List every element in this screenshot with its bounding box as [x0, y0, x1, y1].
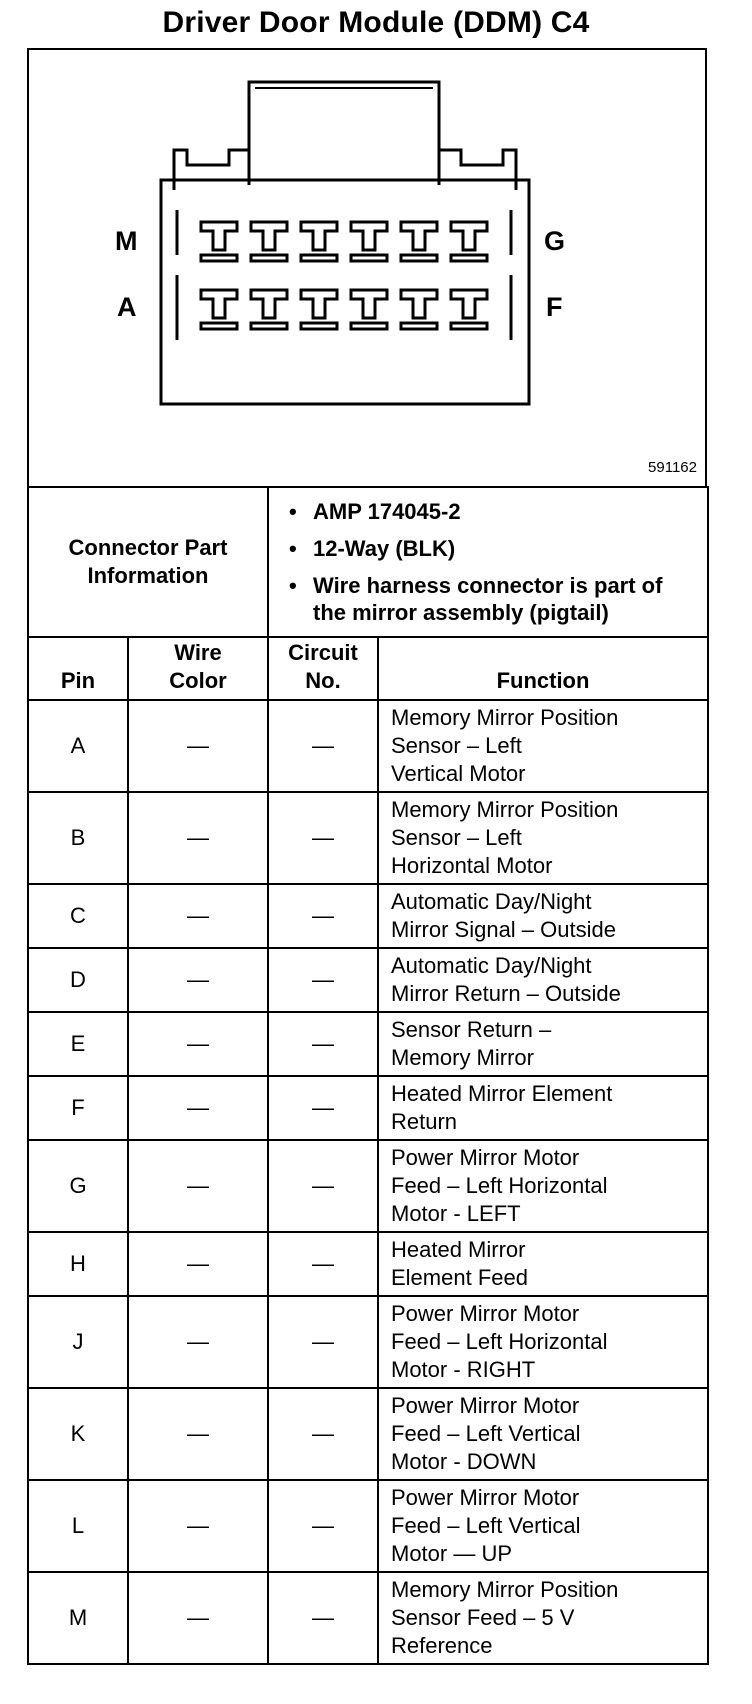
circuit-no-cell-text: — — [312, 825, 334, 850]
wire-color-cell-text: — — [187, 1251, 209, 1276]
circuit-no-cell — [268, 1140, 378, 1232]
terminal-cavity — [251, 290, 287, 329]
terminal-cavity — [201, 290, 237, 329]
connector-info-label: Connector Part Information — [28, 487, 268, 637]
pin-cell-text: M — [68, 1605, 88, 1630]
terminal-cavity — [451, 290, 487, 329]
pin-cell-text: G — [69, 1173, 87, 1198]
circuit-no-cell-text: — — [312, 733, 334, 758]
function-cell-text: Power Mirror Motor Feed – Left Vertical Motor - DOWN — [391, 1393, 581, 1474]
cavity-label-g: G — [544, 226, 566, 256]
table-row — [28, 1076, 708, 1140]
pin-cell-text: L — [71, 1513, 85, 1538]
function-cell — [378, 1232, 708, 1296]
function-cell-text: Power Mirror Motor Feed – Left Vertical Motor — UP — [391, 1485, 581, 1566]
function-cell-text: Memory Mirror Position Sensor – Left Vertical Motor — [391, 705, 619, 786]
column-header-pin: Pin — [28, 637, 128, 700]
circuit-no-cell-text: — — [312, 967, 334, 992]
wire-color-cell — [128, 948, 268, 1012]
terminal-cavity — [301, 290, 337, 329]
column-header-function: Function — [378, 637, 708, 700]
table-row — [28, 1140, 708, 1232]
terminal-cavity — [451, 222, 487, 261]
circuit-no-cell — [268, 1012, 378, 1076]
wire-color-cell-text: — — [187, 1173, 209, 1198]
circuit-no-cell — [268, 948, 378, 1012]
circuit-no-cell-text: — — [312, 1513, 334, 1538]
pin-cell-text: K — [70, 1421, 86, 1446]
function-cell-text: Heated Mirror Element Return — [391, 1081, 613, 1134]
cavity-label-m: M — [115, 226, 138, 256]
pin-cell-text: B — [70, 825, 86, 850]
wire-color-cell-text: — — [187, 967, 209, 992]
wire-color-cell — [128, 884, 268, 948]
connector-info-item: • AMP 174045-2 — [313, 498, 699, 525]
terminal-cavity — [401, 222, 437, 261]
circuit-no-cell-text: — — [312, 1095, 334, 1120]
circuit-no-cell — [268, 1232, 378, 1296]
wire-color-cell-text: — — [187, 1421, 209, 1446]
function-cell-text: Automatic Day/Night Mirror Return – Outside — [391, 953, 621, 1006]
circuit-no-cell-text: — — [312, 1605, 334, 1630]
table-row — [28, 1480, 708, 1572]
function-cell-text: Sensor Return – Memory Mirror — [391, 1017, 552, 1070]
wire-color-cell — [128, 1232, 268, 1296]
pin-cell-text: A — [70, 733, 86, 758]
terminal-cavity — [351, 222, 387, 261]
connector-face-drawing — [29, 50, 705, 486]
wire-color-cell-text: — — [187, 1031, 209, 1056]
terminal-cavity — [351, 290, 387, 329]
connector-info-item: • 12-Way (BLK) — [313, 535, 699, 562]
wire-color-cell-text: — — [187, 733, 209, 758]
function-cell-text: Memory Mirror Position Sensor – Left Horizontal Motor — [391, 797, 619, 878]
wire-color-cell-text: — — [187, 825, 209, 850]
circuit-no-cell — [268, 1572, 378, 1664]
circuit-no-cell — [268, 1388, 378, 1480]
pin-cell — [28, 1296, 128, 1388]
circuit-no-cell-text: — — [312, 1251, 334, 1276]
circuit-no-cell — [268, 884, 378, 948]
pin-cell — [28, 792, 128, 884]
wire-color-cell — [128, 1076, 268, 1140]
pin-cell — [28, 948, 128, 1012]
table-row — [28, 1232, 708, 1296]
function-cell — [378, 1140, 708, 1232]
pin-cell-text: H — [70, 1251, 86, 1276]
column-header-wire-color: Wire Color — [128, 637, 268, 700]
wire-color-cell-text: — — [187, 1513, 209, 1538]
pin-cell — [28, 1480, 128, 1572]
cavity-label-a: A — [117, 292, 137, 322]
table-row — [28, 884, 708, 948]
function-cell — [378, 1296, 708, 1388]
connector-info-details — [268, 487, 708, 637]
circuit-no-cell-text: — — [312, 1329, 334, 1354]
circuit-no-cell-text: — — [312, 1421, 334, 1446]
circuit-no-cell-text: — — [312, 1031, 334, 1056]
wire-color-cell — [128, 1388, 268, 1480]
terminal-cavity — [301, 222, 337, 261]
wire-color-cell — [128, 1296, 268, 1388]
table-row — [28, 1572, 708, 1664]
terminal-cavity — [401, 290, 437, 329]
wire-color-cell — [128, 700, 268, 792]
function-cell — [378, 700, 708, 792]
circuit-no-cell-text: — — [312, 1173, 334, 1198]
function-cell — [378, 1572, 708, 1664]
terminal-cavity — [201, 222, 237, 261]
pin-cell — [28, 1076, 128, 1140]
pin-cell — [28, 1388, 128, 1480]
function-cell — [378, 1480, 708, 1572]
wire-color-cell-text: — — [187, 1329, 209, 1354]
function-cell — [378, 1076, 708, 1140]
pin-cell-text: C — [70, 903, 86, 928]
function-cell — [378, 1388, 708, 1480]
page-title: Driver Door Module (DDM) C4 — [162, 6, 590, 39]
circuit-no-cell-text: — — [312, 903, 334, 928]
function-cell — [378, 792, 708, 884]
pin-cell-text: J — [72, 1329, 84, 1354]
pin-cell-text: E — [70, 1031, 86, 1056]
wire-color-cell — [128, 1140, 268, 1232]
circuit-no-cell — [268, 700, 378, 792]
pinout-table — [27, 486, 709, 1665]
function-cell — [378, 1012, 708, 1076]
wire-color-cell — [128, 1572, 268, 1664]
table-row — [28, 700, 708, 792]
connector-info-item: • Wire harness connector is part of the mirror assembly (pigtail) — [313, 572, 699, 626]
pin-cell-text: F — [71, 1095, 85, 1120]
circuit-no-cell — [268, 1480, 378, 1572]
wire-color-cell — [128, 1480, 268, 1572]
wire-color-cell-text: — — [187, 1095, 209, 1120]
connector-diagram — [27, 48, 707, 488]
function-cell — [378, 884, 708, 948]
terminal-cavity — [251, 222, 287, 261]
table-row — [28, 1296, 708, 1388]
circuit-no-cell — [268, 792, 378, 884]
circuit-no-cell — [268, 1296, 378, 1388]
pin-cell — [28, 1140, 128, 1232]
function-cell — [378, 948, 708, 1012]
cavity-label-f: F — [546, 292, 563, 322]
table-row — [28, 1012, 708, 1076]
circuit-no-cell — [268, 1076, 378, 1140]
function-cell-text: Power Mirror Motor Feed – Left Horizontal Motor - RIGHT — [391, 1301, 608, 1382]
column-header-circuit-no: Circuit No. — [268, 637, 378, 700]
wire-color-cell — [128, 792, 268, 884]
table-row — [28, 1388, 708, 1480]
table-row — [28, 948, 708, 1012]
wire-color-cell-text: — — [187, 903, 209, 928]
pin-cell — [28, 1012, 128, 1076]
function-cell-text: Power Mirror Motor Feed – Left Horizontal Motor - LEFT — [391, 1145, 608, 1226]
figure-id: 591162 — [648, 459, 697, 476]
function-cell-text: Memory Mirror Position Sensor Feed – 5 V Reference — [391, 1577, 619, 1658]
wire-color-cell — [128, 1012, 268, 1076]
pin-cell-text: D — [70, 967, 86, 992]
pin-cell — [28, 700, 128, 792]
pin-cell — [28, 1572, 128, 1664]
function-cell-text: Automatic Day/Night Mirror Signal – Outside — [391, 889, 616, 942]
wire-color-cell-text: — — [187, 1605, 209, 1630]
pin-cell — [28, 884, 128, 948]
pin-cell — [28, 1232, 128, 1296]
function-cell-text: Heated Mirror Element Feed — [391, 1237, 528, 1290]
connector-info-row — [28, 487, 708, 637]
table-row — [28, 792, 708, 884]
table-header-row — [28, 637, 708, 700]
